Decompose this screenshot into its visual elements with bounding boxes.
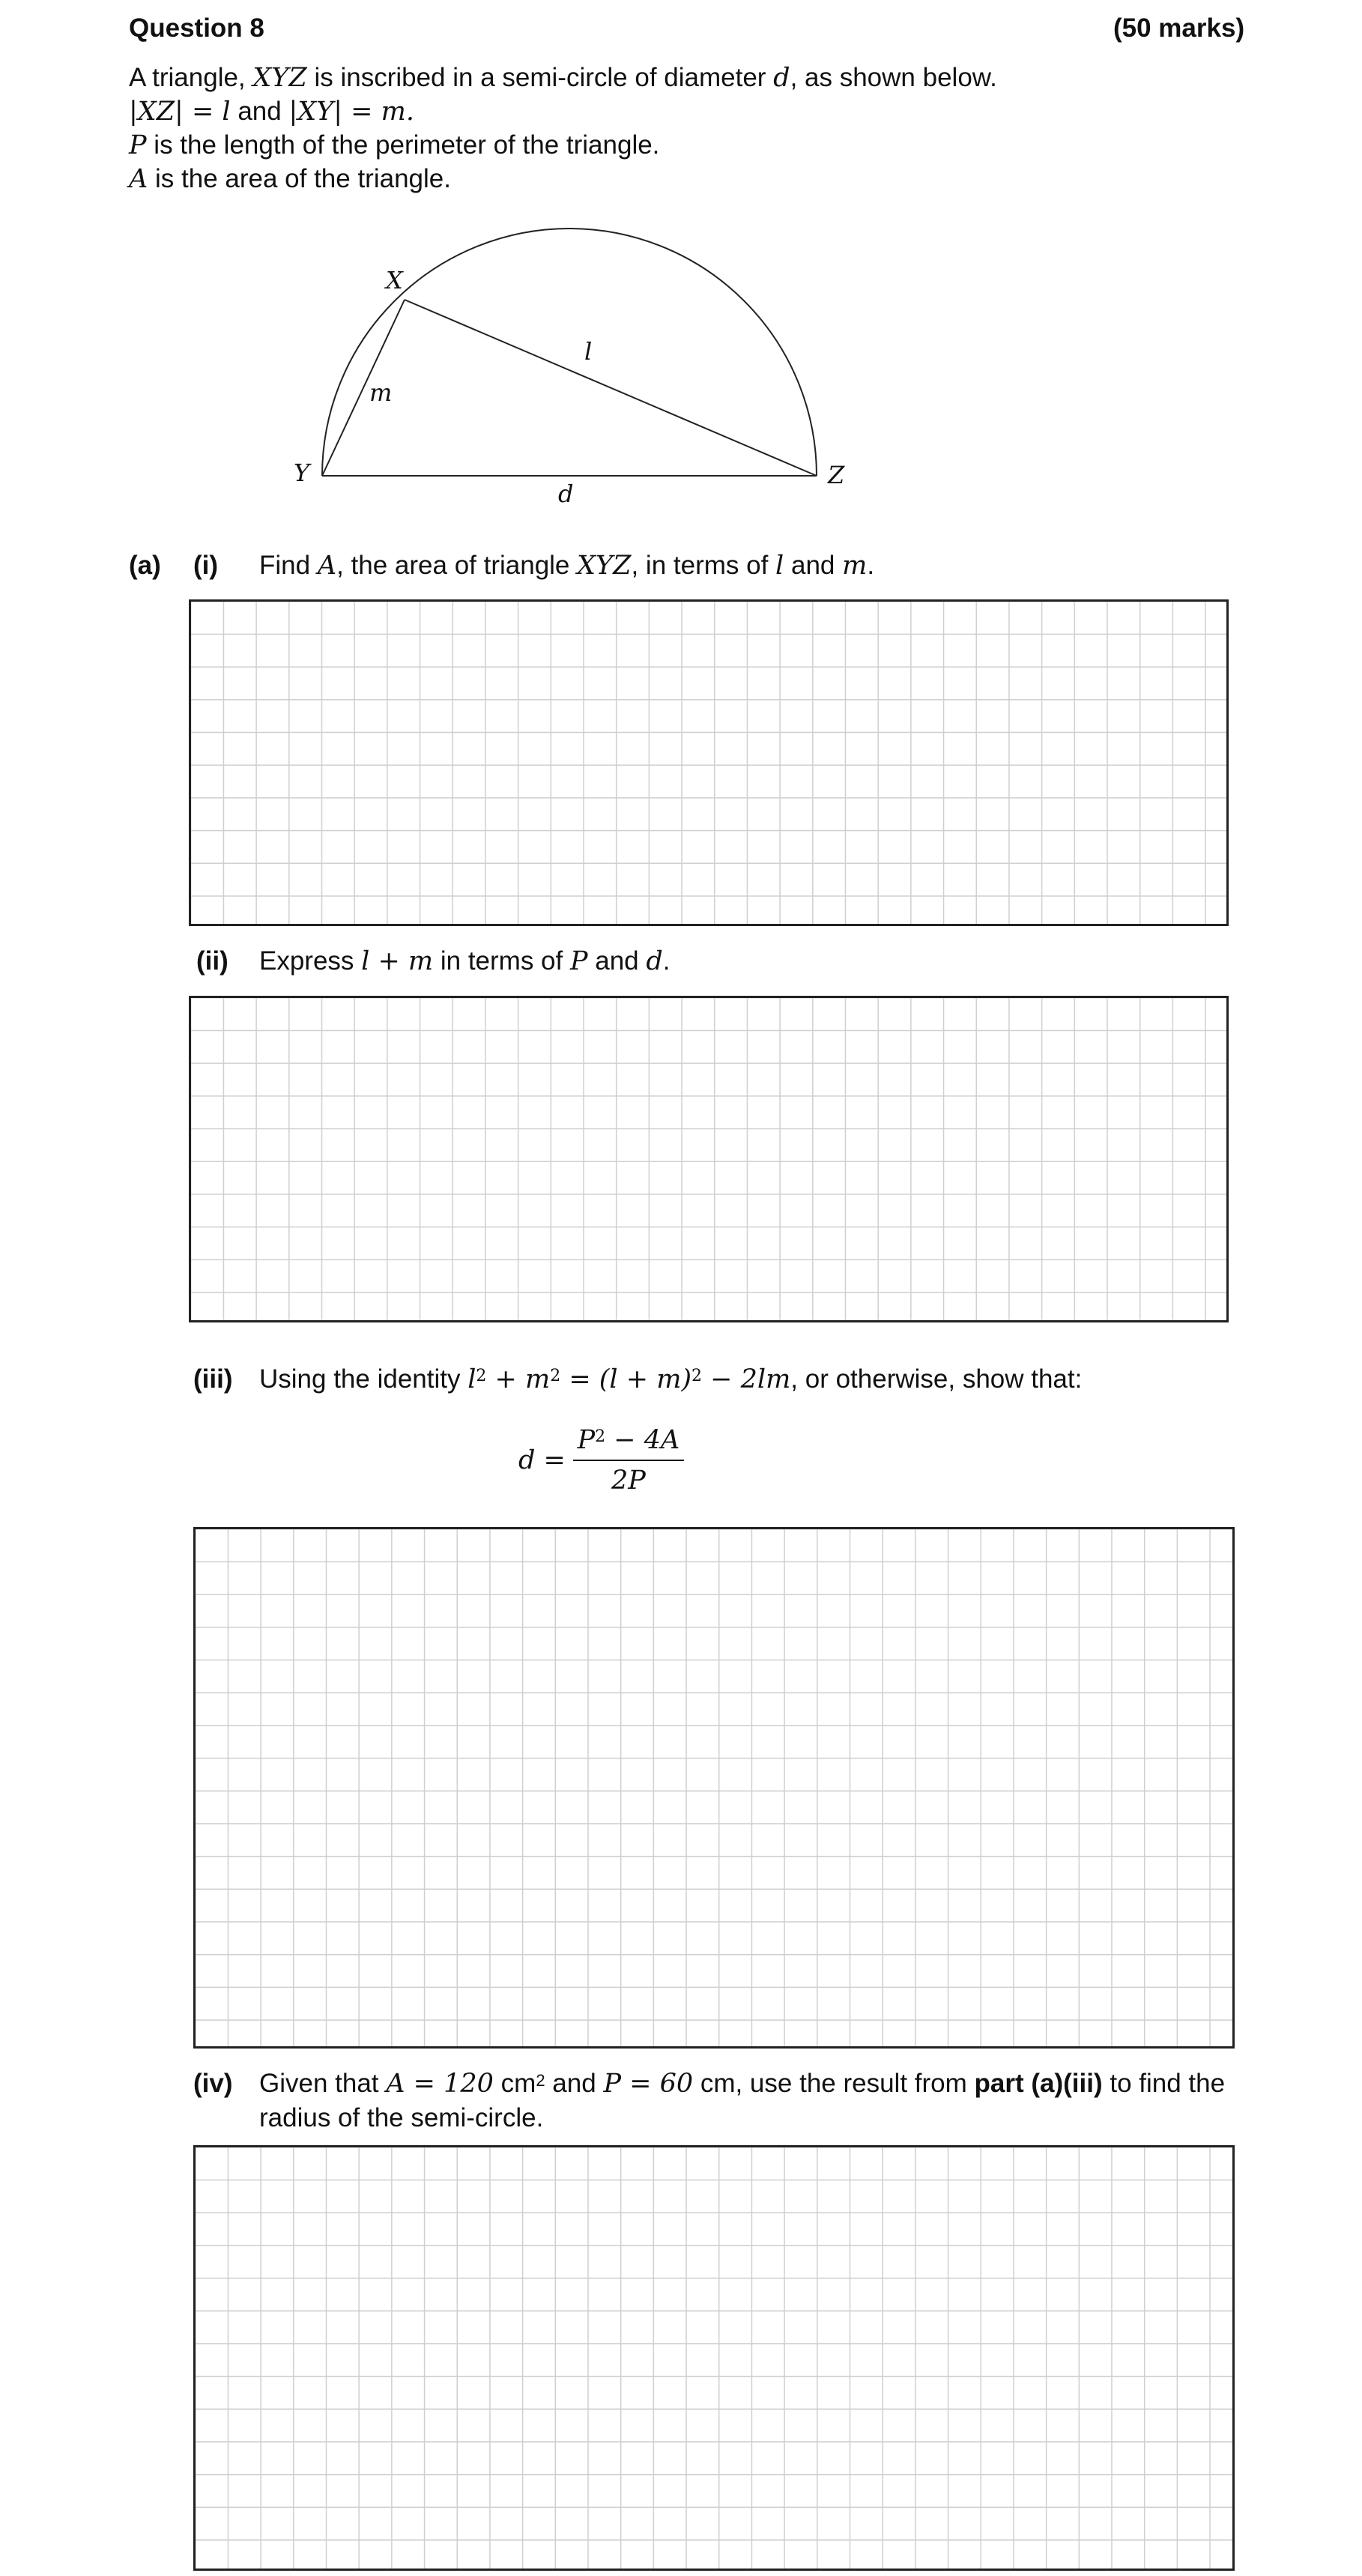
- side-xy: [322, 300, 405, 476]
- intro-line-2: |XZ| = l and |XY| = m.: [129, 97, 414, 127]
- question-title: Question 8: [129, 13, 264, 43]
- vertex-x-label: X: [386, 266, 403, 294]
- side-xz: [405, 300, 817, 476]
- part-iv-question-line-2: radius of the semi-circle.: [259, 2103, 544, 2132]
- marks-label: (50 marks): [1113, 13, 1245, 43]
- part-i-question: Find A, the area of triangle XYZ, in terms of l and m.: [259, 551, 875, 581]
- vertex-z-label: Z: [828, 461, 845, 489]
- part-iv-question-line-1: Given that A = 120 $cm^2$ and P = 60 cm, use the result from part (a)(iii) to find the: [259, 2069, 1226, 2099]
- diameter-d-label: d: [558, 480, 574, 508]
- part-ii-question: Express l + m in terms of P and d.: [259, 946, 671, 976]
- part-iii-question: Using the identity $l^2 + m^2 = (l + m)^2 - 2lm$, or otherwise, show that:: [259, 1364, 1083, 1394]
- part-ii-label: (ii): [196, 946, 228, 976]
- formula-d: d = $\frac{P^2 - 4A}{2P}$: [518, 1424, 684, 1497]
- answer-box-iv[interactable]: [193, 2145, 1235, 2571]
- part-iii-label: (iii): [193, 1364, 233, 1394]
- part-a-label: (a): [129, 551, 161, 580]
- intro-line-3: P is the length of the perimeter of the triangle.: [129, 130, 660, 160]
- answer-box-ii[interactable]: [189, 996, 1229, 1322]
- semicircle-triangle-diagram: [0, 0, 1362, 539]
- part-iv-label: (iv): [193, 2069, 233, 2098]
- part-i-label: (i): [193, 551, 219, 580]
- answer-box-iii[interactable]: [193, 1527, 1235, 2049]
- answer-box-i[interactable]: [189, 599, 1229, 926]
- intro-line-4: A is the area of the triangle.: [129, 164, 451, 194]
- vertex-y-label: Y: [294, 459, 310, 487]
- intro-line-1: A triangle, XYZ is inscribed in a semi-circle of diameter d, as shown below.: [129, 63, 997, 93]
- side-l-label: l: [584, 337, 593, 366]
- side-m-label: m: [369, 378, 393, 407]
